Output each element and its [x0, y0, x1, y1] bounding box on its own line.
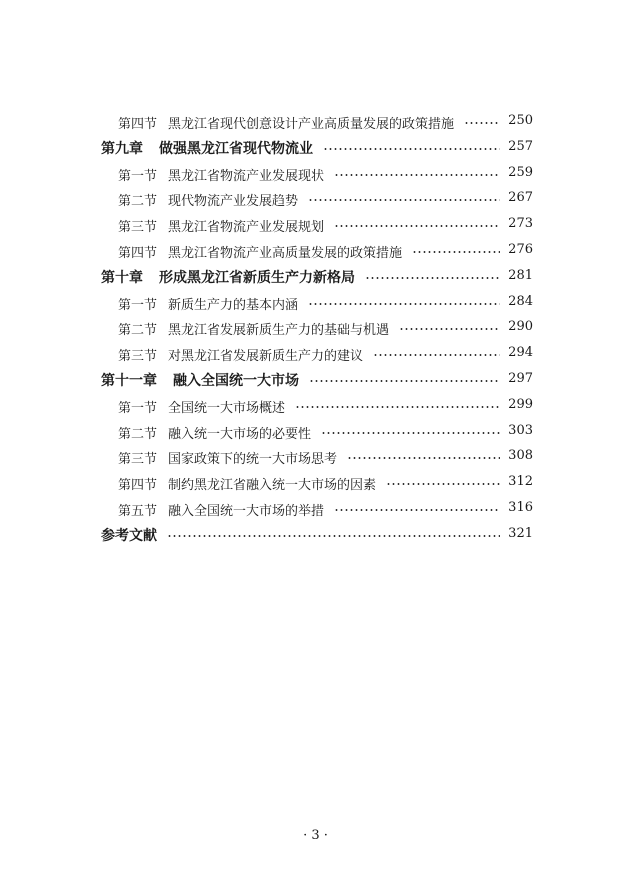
- entry-title: 形成黑龙江省新质生产力新格局: [159, 269, 355, 286]
- toc-section-entry: [0, 342, 631, 366]
- entry-page-number: 321: [508, 525, 533, 541]
- toc-section-entry: [0, 394, 631, 418]
- toc-section-entry: [0, 239, 631, 263]
- entry-number: 第三节: [118, 452, 158, 468]
- entry-number: 第一节: [118, 400, 158, 416]
- entry-title: 融入全国统一大市场的举措: [168, 504, 325, 519]
- dot-leader: [308, 199, 500, 201]
- entry-title: 全国统一大市场概述: [168, 400, 286, 416]
- entry-title: 制约黑龙江省融入统一大市场的因素: [168, 478, 377, 494]
- toc-section-entry: [0, 497, 631, 521]
- toc-section-entry: [0, 445, 631, 469]
- entry-page-number: 299: [508, 396, 533, 412]
- entry-page-number: 308: [508, 448, 533, 464]
- dot-leader: [323, 148, 500, 150]
- toc-section-entry: [0, 162, 631, 186]
- entry-page-number: 250: [508, 113, 533, 128]
- entry-number: 第三节: [118, 349, 158, 365]
- dot-leader: [412, 251, 500, 253]
- dot-leader: [321, 432, 500, 434]
- entry-page-number: 316: [508, 500, 533, 515]
- entry-number: 第二节: [118, 323, 158, 339]
- entry-number: 第二节: [118, 194, 158, 210]
- toc-chapter-entry: [0, 265, 631, 289]
- dot-leader: [309, 380, 500, 382]
- entry-page-number: 297: [508, 371, 533, 386]
- entry-page-number: 276: [508, 242, 533, 257]
- entry-page-number: 257: [508, 138, 533, 154]
- entry-number: 第五节: [118, 504, 158, 519]
- entry-number: 第九章: [101, 140, 143, 157]
- entry-title: 融入统一大市场的必要性: [168, 426, 312, 442]
- dot-leader: [308, 303, 500, 305]
- entry-number: 第四节: [118, 478, 158, 494]
- dot-leader: [373, 354, 500, 356]
- entry-number: 第十章: [101, 269, 143, 286]
- entry-number: 第一节: [118, 297, 158, 313]
- entry-number: 第二节: [118, 426, 158, 442]
- entry-title: 做强黑龙江省现代物流业: [159, 140, 313, 157]
- toc-chapter-entry: [0, 523, 631, 547]
- entry-title: 黑龙江省发展新质生产力的基础与机遇: [168, 323, 390, 339]
- toc-section-entry: [0, 420, 631, 444]
- entry-title: 参考文献: [101, 527, 157, 544]
- page-number: · 3 ·: [303, 828, 328, 843]
- entry-title: 新质生产力的基本内涵: [168, 297, 299, 313]
- entry-title: 国家政策下的统一大市场思考: [168, 452, 338, 468]
- entry-page-number: 312: [508, 474, 533, 490]
- entry-number: 第一节: [118, 168, 158, 184]
- entry-number: 第四节: [118, 246, 158, 261]
- toc-section-entry: [0, 110, 631, 134]
- toc-section-entry: [0, 187, 631, 211]
- dot-leader: [399, 328, 500, 330]
- entry-title: 黑龙江省物流产业高质量发展的政策措施: [168, 246, 403, 261]
- entry-number: 第十一章: [101, 373, 157, 389]
- entry-title: 黑龙江省物流产业发展现状: [168, 168, 325, 184]
- dot-leader: [365, 277, 500, 279]
- toc-section-entry: [0, 471, 631, 495]
- entry-page-number: 281: [508, 267, 533, 283]
- entry-title: 对黑龙江省发展新质生产力的建议: [168, 349, 364, 365]
- toc-chapter-entry: [0, 368, 631, 392]
- dot-leader: [386, 483, 500, 485]
- dot-leader: [295, 406, 500, 408]
- dot-leader: [334, 225, 500, 227]
- entry-page-number: 294: [508, 345, 533, 361]
- entry-page-number: 284: [508, 293, 533, 309]
- entry-title: 融入全国统一大市场: [173, 373, 299, 389]
- dot-leader: [167, 535, 500, 537]
- dot-leader: [464, 122, 500, 124]
- entry-page-number: 290: [508, 319, 533, 335]
- dot-leader: [334, 174, 500, 176]
- toc-section-entry: [0, 291, 631, 315]
- entry-page-number: 273: [508, 216, 533, 232]
- entry-title: 黑龙江省物流产业发展规划: [168, 220, 325, 236]
- entry-title: 黑龙江省现代创意设计产业高质量发展的政策措施: [168, 117, 455, 132]
- entry-number: 第三节: [118, 220, 158, 236]
- toc-section-entry: [0, 213, 631, 237]
- entry-page-number: 267: [508, 190, 533, 206]
- entry-page-number: 303: [508, 422, 533, 438]
- toc-section-entry: [0, 316, 631, 340]
- toc-chapter-entry: [0, 136, 631, 160]
- dot-leader: [347, 457, 500, 459]
- entry-title: 现代物流产业发展趋势: [168, 194, 299, 210]
- dot-leader: [334, 509, 500, 511]
- entry-number: 第四节: [118, 117, 158, 132]
- entry-page-number: 259: [508, 164, 533, 180]
